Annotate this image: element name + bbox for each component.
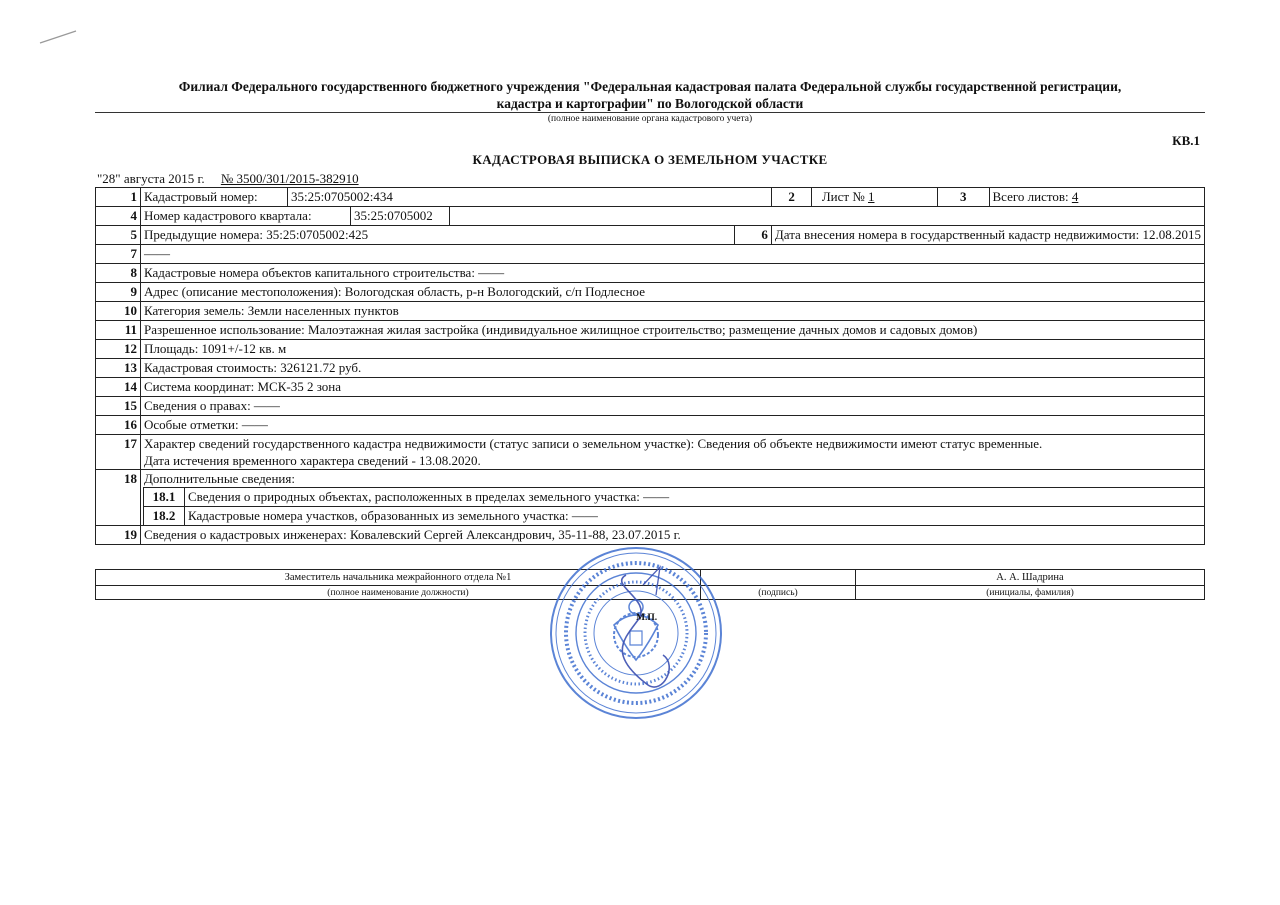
position-caption: (полное наименование должности) <box>96 586 701 600</box>
row-10 <box>96 302 1205 321</box>
row-number: 18 <box>96 470 141 526</box>
document-title: КАДАСТРОВАЯ ВЫПИСКА О ЗЕМЕЛЬНОМ УЧАСТКЕ <box>472 152 828 167</box>
row-4 <box>96 207 1205 226</box>
row-number: 2 <box>771 188 811 207</box>
subrow-number: 18.2 <box>144 507 185 526</box>
land-category: Категория земель: Земли населенных пунктов <box>141 302 1205 321</box>
quarter-label: Номер кадастрового квартала: <box>141 207 351 225</box>
address: Адрес (описание местоположения): Вологодская область, р-н Вологодский, с/п Подлесное <box>141 283 1205 302</box>
row-number: 5 <box>96 226 141 245</box>
natural-objects: Сведения о природных объектах, расположенных в пределах земельного участка: —— <box>185 488 1205 507</box>
capital-objects: Кадастровые номера объектов капитального строительства: —— <box>141 264 1205 283</box>
row-18 <box>96 470 1205 526</box>
row-number: 12 <box>96 340 141 359</box>
row-19 <box>96 526 1205 545</box>
row-number: 16 <box>96 416 141 435</box>
row-14 <box>96 378 1205 397</box>
row-number: 4 <box>96 207 141 226</box>
row-number: 17 <box>96 435 141 470</box>
org-name-caption: (полное наименование органа кадастрового учета) <box>547 114 753 124</box>
org-name-line2: кадастра и картографии" по Вологодской области <box>496 96 804 111</box>
row-number: 7 <box>96 245 141 264</box>
official-seal-stamp <box>548 545 724 721</box>
additional-info: Дополнительные сведения: <box>144 471 295 486</box>
row-15 <box>96 397 1205 416</box>
org-name-rule <box>95 112 1205 113</box>
record-status: Характер сведений государственного кадастра недвижимости (статус записи о земельном участке): Сведения об объекте недвижимости имеют статус временные. <box>144 436 1043 451</box>
row-number: 1 <box>96 188 141 207</box>
row-number: 14 <box>96 378 141 397</box>
row-number: 6 <box>734 226 771 245</box>
rights-info: Сведения о правах: —— <box>141 397 1205 416</box>
row-number: 11 <box>96 321 141 340</box>
special-marks: Особые отметки: —— <box>141 416 1205 435</box>
row-7 <box>96 245 1205 264</box>
signature-caption: (подпись) <box>701 586 856 600</box>
row-number: 19 <box>96 526 141 545</box>
sheet-cell <box>812 188 938 207</box>
sheet-label: Лист № <box>821 189 865 204</box>
cadastral-table <box>95 187 1205 545</box>
row-number: 13 <box>96 359 141 378</box>
row-12 <box>96 340 1205 359</box>
row-9 <box>96 283 1205 302</box>
cadastral-number-value: 35:25:0705002:434 <box>288 188 771 206</box>
row-number: 9 <box>96 283 141 302</box>
cadastral-number-label: Кадастровый номер: <box>141 188 288 206</box>
row-8 <box>96 264 1205 283</box>
row-11 <box>96 321 1205 340</box>
row-number: 15 <box>96 397 141 416</box>
derived-parcels: Кадастровые номера участков, образованных из земельного участка: —— <box>185 507 1205 526</box>
row-16 <box>96 416 1205 435</box>
name-caption: (инициалы, фамилия) <box>856 586 1205 600</box>
org-name-line1: Филиал Федерального государственного бюджетного учреждения "Федеральная кадастровая палата Федеральной службы государственной регистрации, <box>178 79 1122 94</box>
total-sheets-label: Всего листов: <box>992 189 1069 204</box>
permitted-use: Разрешенное использование: Малоэтажная жилая застройка (индивидуальное жилищное строительство; размещение дачных домов и садовых домов) <box>141 321 1205 340</box>
signer-name: А. А. Шадрина <box>856 570 1205 586</box>
form-code: КВ.1 <box>1172 133 1200 148</box>
coordinate-system: Система координат: МСК-35 2 зона <box>141 378 1205 397</box>
quarter-value: 35:25:0705002 <box>351 207 450 225</box>
sheet-value: 1 <box>867 189 875 204</box>
temporary-expiry: Дата истечения временного характера сведений - 13.08.2020. <box>144 453 481 468</box>
row-number: 10 <box>96 302 141 321</box>
subrow-number: 18.1 <box>144 488 185 507</box>
cadastral-value: Кадастровая стоимость: 326121.72 руб. <box>141 359 1205 378</box>
row-17 <box>96 435 1205 470</box>
scan-mark <box>38 28 78 46</box>
row-13 <box>96 359 1205 378</box>
total-sheets-value: 4 <box>1071 189 1079 204</box>
total-sheets-cell <box>989 188 1205 207</box>
area: Площадь: 1091+/-12 кв. м <box>141 340 1205 359</box>
row-number: 3 <box>938 188 989 207</box>
issue-date: "28" августа 2015 г. <box>97 171 205 186</box>
row-5 <box>96 226 1205 245</box>
registration-date: Дата внесения номера в государственный кадастр недвижимости: 12.08.2015 <box>771 226 1204 245</box>
signer-position: Заместитель начальника межрайонного отдела №1 <box>96 570 701 586</box>
issue-number: № 3500/301/2015-382910 <box>220 171 359 186</box>
row-number: 8 <box>96 264 141 283</box>
seal-label: М.П. <box>636 613 658 623</box>
row-7-value: —— <box>141 245 1205 264</box>
cadastral-engineers: Сведения о кадастровых инженерах: Ковалевский Сергей Александрович, 35-11-88, 23.07.2015 г. <box>141 526 1205 545</box>
issue-line <box>97 171 359 187</box>
previous-numbers: Предыдущие номера: 35:25:0705002:425 <box>141 226 735 245</box>
row-1 <box>96 188 1205 207</box>
